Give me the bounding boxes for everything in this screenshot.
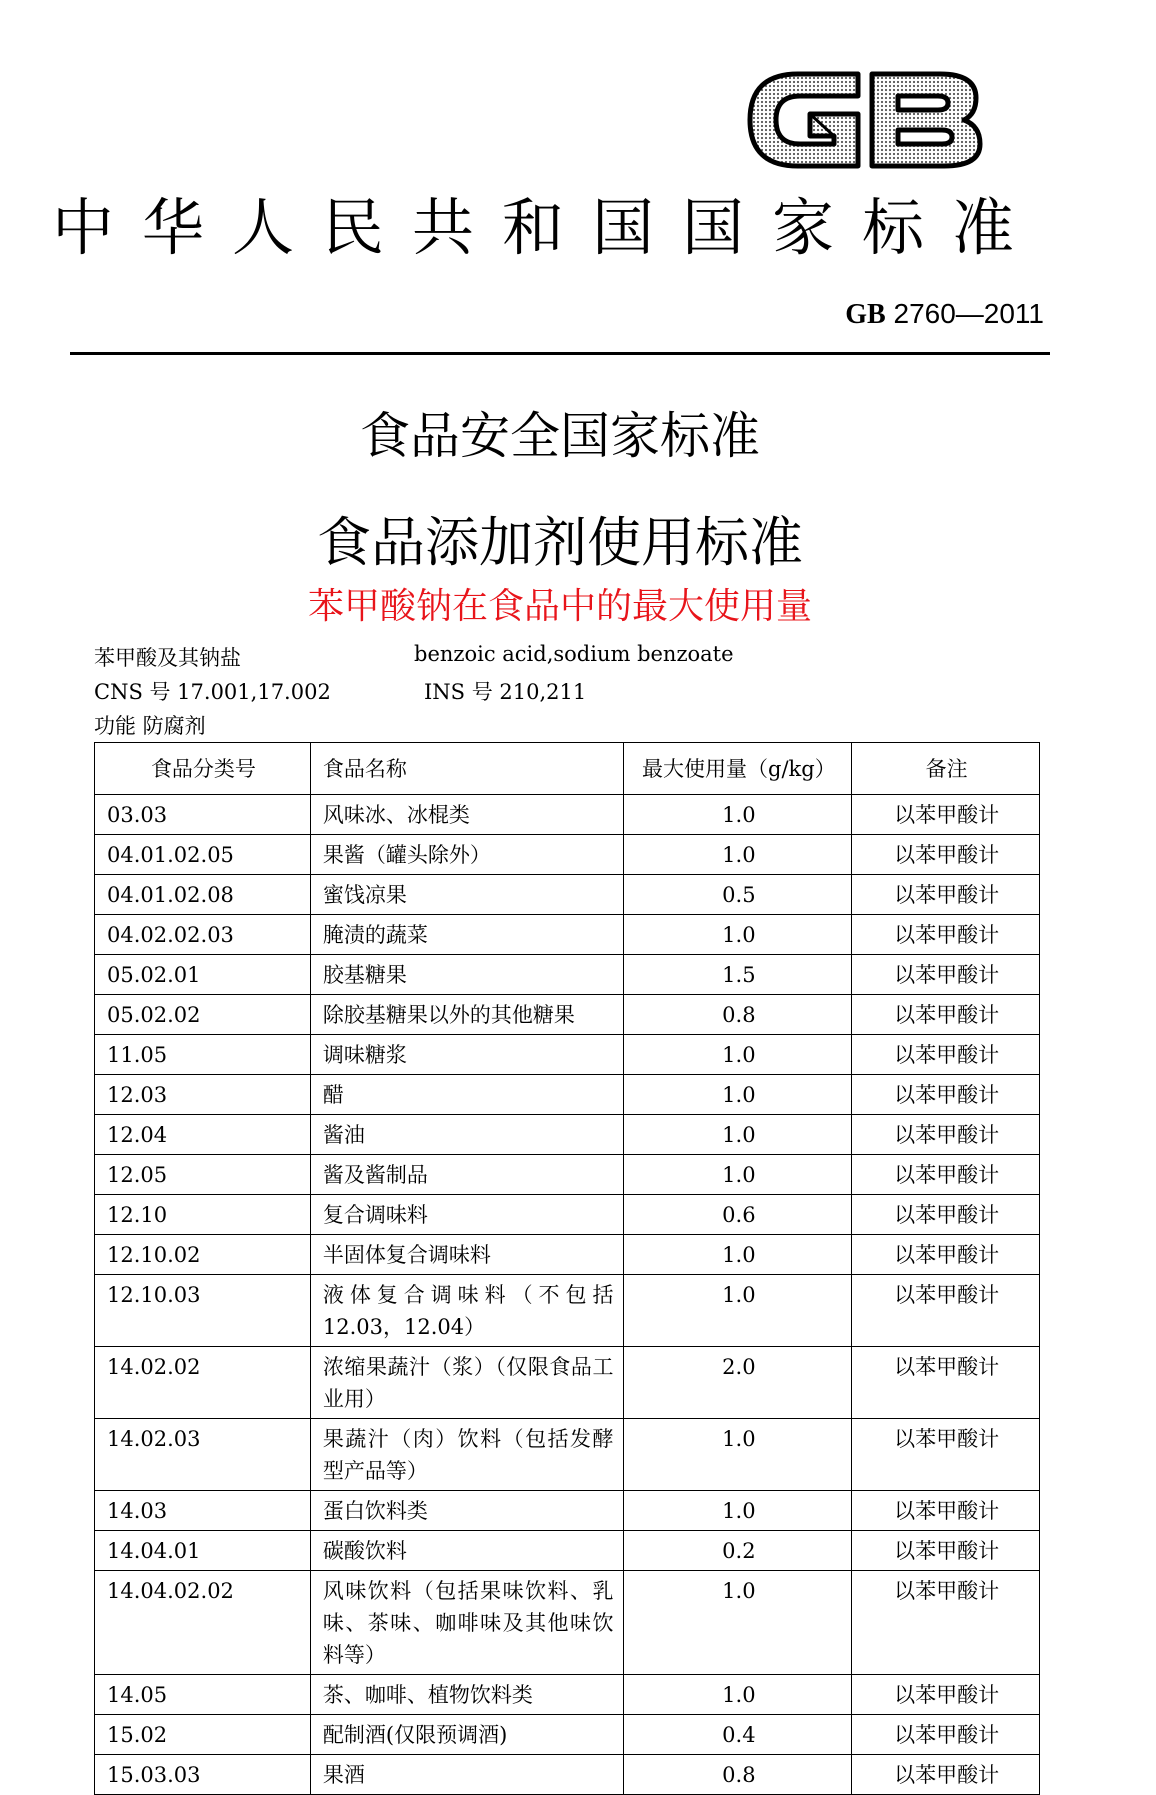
cell-note: 以苯甲酸计 [852, 955, 1040, 995]
cell-note: 以苯甲酸计 [852, 1275, 1040, 1347]
cell-note: 以苯甲酸计 [852, 875, 1040, 915]
cell-max-usage: 0.5 [624, 875, 852, 915]
cell-max-usage: 1.5 [624, 955, 852, 995]
cell-max-usage: 1.0 [624, 835, 852, 875]
national-standard-title: 中华人民共和国国家标准 [52, 191, 1043, 264]
cell-category-code: 03.03 [95, 795, 311, 835]
cell-food-name: 蛋白饮料类 [310, 1491, 624, 1531]
cell-food-name: 配制酒(仅限预调酒) [310, 1715, 624, 1755]
cell-category-code: 12.10.02 [95, 1235, 311, 1275]
cell-note: 以苯甲酸计 [852, 1419, 1040, 1491]
cell-category-code: 11.05 [95, 1035, 311, 1075]
cell-note: 以苯甲酸计 [852, 1571, 1040, 1675]
table-row [95, 955, 1040, 995]
cell-category-code: 12.04 [95, 1115, 311, 1155]
cell-note: 以苯甲酸计 [852, 1531, 1040, 1571]
cell-food-name: 液体复合调味料（不包括12.03，12.04） [310, 1275, 624, 1347]
cell-category-code: 04.02.02.03 [95, 915, 311, 955]
table-header-row [95, 743, 1040, 795]
cell-note: 以苯甲酸计 [852, 1195, 1040, 1235]
cell-note: 以苯甲酸计 [852, 1235, 1040, 1275]
cell-note: 以苯甲酸计 [852, 1755, 1040, 1795]
cell-category-code: 15.02 [95, 1715, 311, 1755]
cell-note: 以苯甲酸计 [852, 1715, 1040, 1755]
cell-max-usage: 0.4 [624, 1715, 852, 1755]
cell-food-name: 碳酸饮料 [310, 1531, 624, 1571]
usage-table [94, 742, 1040, 1795]
table-row [95, 1235, 1040, 1275]
standard-code [845, 298, 1044, 331]
cell-food-name: 风味饮料（包括果味饮料、乳味、茶味、咖啡味及其他味饮料等） [310, 1571, 624, 1675]
cell-max-usage: 1.0 [624, 915, 852, 955]
cell-max-usage: 1.0 [624, 1675, 852, 1715]
cell-category-code: 05.02.01 [95, 955, 311, 995]
additive-name-cn: 苯甲酸及其钠盐 [94, 646, 241, 670]
table-row [95, 1715, 1040, 1755]
cell-category-code: 14.05 [95, 1675, 311, 1715]
cell-note: 以苯甲酸计 [852, 1155, 1040, 1195]
header-food-name: 食品名称 [310, 743, 624, 795]
cell-note: 以苯甲酸计 [852, 795, 1040, 835]
cell-max-usage: 1.0 [624, 1035, 852, 1075]
cell-category-code: 14.04.02.02 [95, 1571, 311, 1675]
table-row [95, 1075, 1040, 1115]
additive-name-en: benzoic acid,sodium benzoate [414, 642, 734, 666]
table-row [95, 1275, 1040, 1347]
table-row [95, 995, 1040, 1035]
cell-food-name: 风味冰、冰棍类 [310, 795, 624, 835]
cell-max-usage: 1.0 [624, 795, 852, 835]
cell-category-code: 12.05 [95, 1155, 311, 1195]
cell-food-name: 果酱（罐头除外） [310, 835, 624, 875]
cell-max-usage: 2.0 [624, 1347, 852, 1419]
cell-max-usage: 1.0 [624, 1075, 852, 1115]
ins-number: INS 号 210,211 [424, 680, 587, 704]
cell-category-code: 12.10.03 [95, 1275, 311, 1347]
cell-category-code: 05.02.02 [95, 995, 311, 1035]
table-row [95, 1115, 1040, 1155]
subtitle: 苯甲酸钠在食品中的最大使用量 [307, 586, 812, 627]
table-row [95, 1347, 1040, 1419]
cell-max-usage: 0.6 [624, 1195, 852, 1235]
function: 功能 防腐剂 [94, 714, 206, 738]
header-category-code: 食品分类号 [95, 743, 311, 795]
cell-food-name: 酱及酱制品 [310, 1155, 624, 1195]
cell-max-usage: 1.0 [624, 1235, 852, 1275]
cell-category-code: 15.03.03 [95, 1755, 311, 1795]
cell-food-name: 醋 [310, 1075, 624, 1115]
cell-category-code: 14.03 [95, 1491, 311, 1531]
cell-food-name: 浓缩果蔬汁（浆）（仅限食品工业用） [310, 1347, 624, 1419]
table-row [95, 1755, 1040, 1795]
cell-note: 以苯甲酸计 [852, 1675, 1040, 1715]
cell-max-usage: 0.8 [624, 995, 852, 1035]
cell-category-code: 12.10 [95, 1195, 311, 1235]
header-divider [70, 352, 1050, 355]
cell-category-code: 04.01.02.08 [95, 875, 311, 915]
cell-category-code: 04.01.02.05 [95, 835, 311, 875]
cns-number: CNS 号 17.001,17.002 [94, 680, 331, 704]
table-row [95, 1531, 1040, 1571]
table-row [95, 795, 1040, 835]
cell-note: 以苯甲酸计 [852, 1035, 1040, 1075]
standard-code-prefix: GB [845, 299, 886, 330]
cell-food-name: 果酒 [310, 1755, 624, 1795]
cell-note: 以苯甲酸计 [852, 1491, 1040, 1531]
cell-note: 以苯甲酸计 [852, 1115, 1040, 1155]
cell-food-name: 腌渍的蔬菜 [310, 915, 624, 955]
cell-food-name: 酱油 [310, 1115, 624, 1155]
cell-max-usage: 1.0 [624, 1419, 852, 1491]
table-row [95, 1035, 1040, 1075]
cell-max-usage: 1.0 [624, 1491, 852, 1531]
cell-max-usage: 0.2 [624, 1531, 852, 1571]
header-note: 备注 [852, 743, 1040, 795]
table-row [95, 915, 1040, 955]
cell-max-usage: 1.0 [624, 1115, 852, 1155]
cell-note: 以苯甲酸计 [852, 915, 1040, 955]
cell-food-name: 复合调味料 [310, 1195, 624, 1235]
cell-food-name: 蜜饯凉果 [310, 875, 624, 915]
cell-note: 以苯甲酸计 [852, 835, 1040, 875]
cell-food-name: 胶基糖果 [310, 955, 624, 995]
cell-max-usage: 0.8 [624, 1755, 852, 1795]
cell-category-code: 12.03 [95, 1075, 311, 1115]
gb-logo [740, 60, 990, 180]
cell-food-name: 果蔬汁（肉）饮料（包括发酵型产品等） [310, 1419, 624, 1491]
cell-food-name: 茶、咖啡、植物饮料类 [310, 1675, 624, 1715]
table-row [95, 835, 1040, 875]
table-row [95, 1419, 1040, 1491]
table-row [95, 1571, 1040, 1675]
table-row [95, 1195, 1040, 1235]
main-title: 食品安全国家标准 [360, 407, 760, 465]
header-max-usage: 最大使用量（g/kg） [624, 743, 852, 795]
table-row [95, 1155, 1040, 1195]
document-title: 食品添加剂使用标准 [317, 511, 803, 574]
cell-max-usage: 1.0 [624, 1571, 852, 1675]
cell-note: 以苯甲酸计 [852, 995, 1040, 1035]
table-row [95, 1491, 1040, 1531]
standard-code-number: 2760—2011 [893, 298, 1044, 329]
cell-note: 以苯甲酸计 [852, 1075, 1040, 1115]
cell-category-code: 14.02.03 [95, 1419, 311, 1491]
cell-food-name: 除胶基糖果以外的其他糖果 [310, 995, 624, 1035]
cell-food-name: 调味糖浆 [310, 1035, 624, 1075]
cell-category-code: 14.02.02 [95, 1347, 311, 1419]
cell-max-usage: 1.0 [624, 1275, 852, 1347]
cell-food-name: 半固体复合调味料 [310, 1235, 624, 1275]
table-row [95, 1675, 1040, 1715]
cell-category-code: 14.04.01 [95, 1531, 311, 1571]
cell-note: 以苯甲酸计 [852, 1347, 1040, 1419]
table-row [95, 875, 1040, 915]
logo-text: GB [864, 177, 868, 179]
cell-max-usage: 1.0 [624, 1155, 852, 1195]
